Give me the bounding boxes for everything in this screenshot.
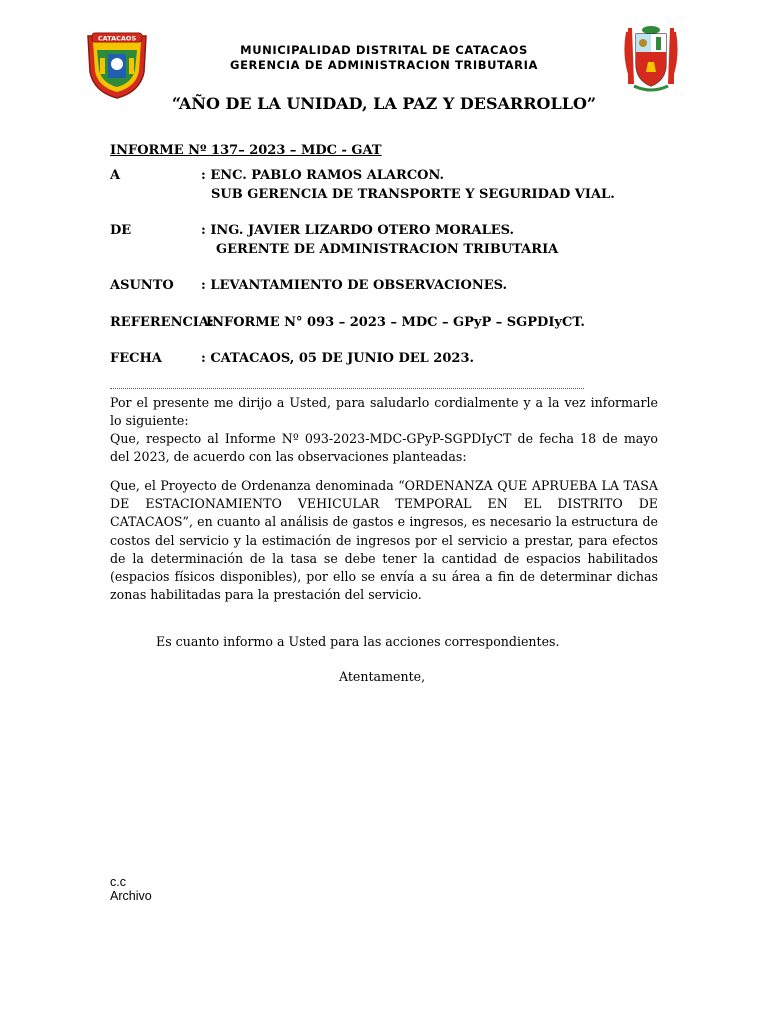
to-label: A xyxy=(110,168,121,183)
report-number: INFORME Nº 137– 2023 – MDC - GAT xyxy=(110,143,382,158)
date-label: FECHA xyxy=(110,351,162,366)
municipality-name: MUNICIPALIDAD DISTRITAL DE CATACAOS xyxy=(240,43,528,57)
year-motto: “AÑO DE LA UNIDAD, LA PAZ Y DESARROLLO” xyxy=(171,94,597,113)
from-office: GERENTE DE ADMINISTRACION TRIBUTARIA xyxy=(216,242,559,257)
paragraph-greeting: Por el presente me dirijo a Usted, para saludarlo cordialmente y a la vez informarle lo siguiente: xyxy=(110,395,658,429)
to-name: : ENC. PABLO RAMOS ALARCON. xyxy=(201,168,445,183)
from-name: : ING. JAVIER LIZARDO OTERO MORALES. xyxy=(201,223,515,238)
paragraph-reference: Que, respecto al Informe Nº 093-2023-MDC-GPyP-SGPDIyCT de fecha 18 de mayo del 2023, de acuerdo con las observaciones planteadas: xyxy=(110,431,658,465)
from-label: DE xyxy=(110,223,132,238)
separator-line xyxy=(110,388,584,389)
closing-line: Es cuanto informo a Usted para las acciones correspondientes. xyxy=(156,634,560,649)
paragraph-ordinance: Que, el Proyecto de Ordenanza denominada “ORDENANZA QUE APRUEBA LA TASA DE ESTACIONAMIENTO VEHICULAR TEMPORAL EN EL DISTRITO DE CATACAOS”, en cuanto al análisis de gastos e ingresos, es necesario la estructura de costos del servicio y la estimación de ingresos por el servicio a prestar, para efectos de la determinación de la tasa se debe tener la cantidad de espacios habilitados (espacios físicos disponibles), por ello se envía a su área a fin de determinar dichas zonas habilitadas para la prestación del servicio. xyxy=(110,478,658,603)
reference-value: INFORME N° 093 – 2023 – MDC – GPyP – SGPDIyCT. xyxy=(206,315,585,330)
subject-label: ASUNTO xyxy=(110,278,174,293)
to-office: SUB GERENCIA DE TRANSPORTE Y SEGURIDAD VIAL. xyxy=(211,187,615,202)
department-name: GERENCIA DE ADMINISTRACION TRIBUTARIA xyxy=(230,58,538,72)
archive-label: Archivo xyxy=(110,889,152,903)
logo-text: CATACAOS xyxy=(97,34,137,43)
signoff: Atentamente, xyxy=(339,669,426,684)
reference-label: REFERENCIA: xyxy=(110,315,214,330)
cc-label: c.c xyxy=(110,875,126,889)
date-value: : CATACAOS, 05 DE JUNIO DEL 2023. xyxy=(201,351,475,366)
subject-value: : LEVANTAMIENTO DE OBSERVACIONES. xyxy=(201,278,508,293)
